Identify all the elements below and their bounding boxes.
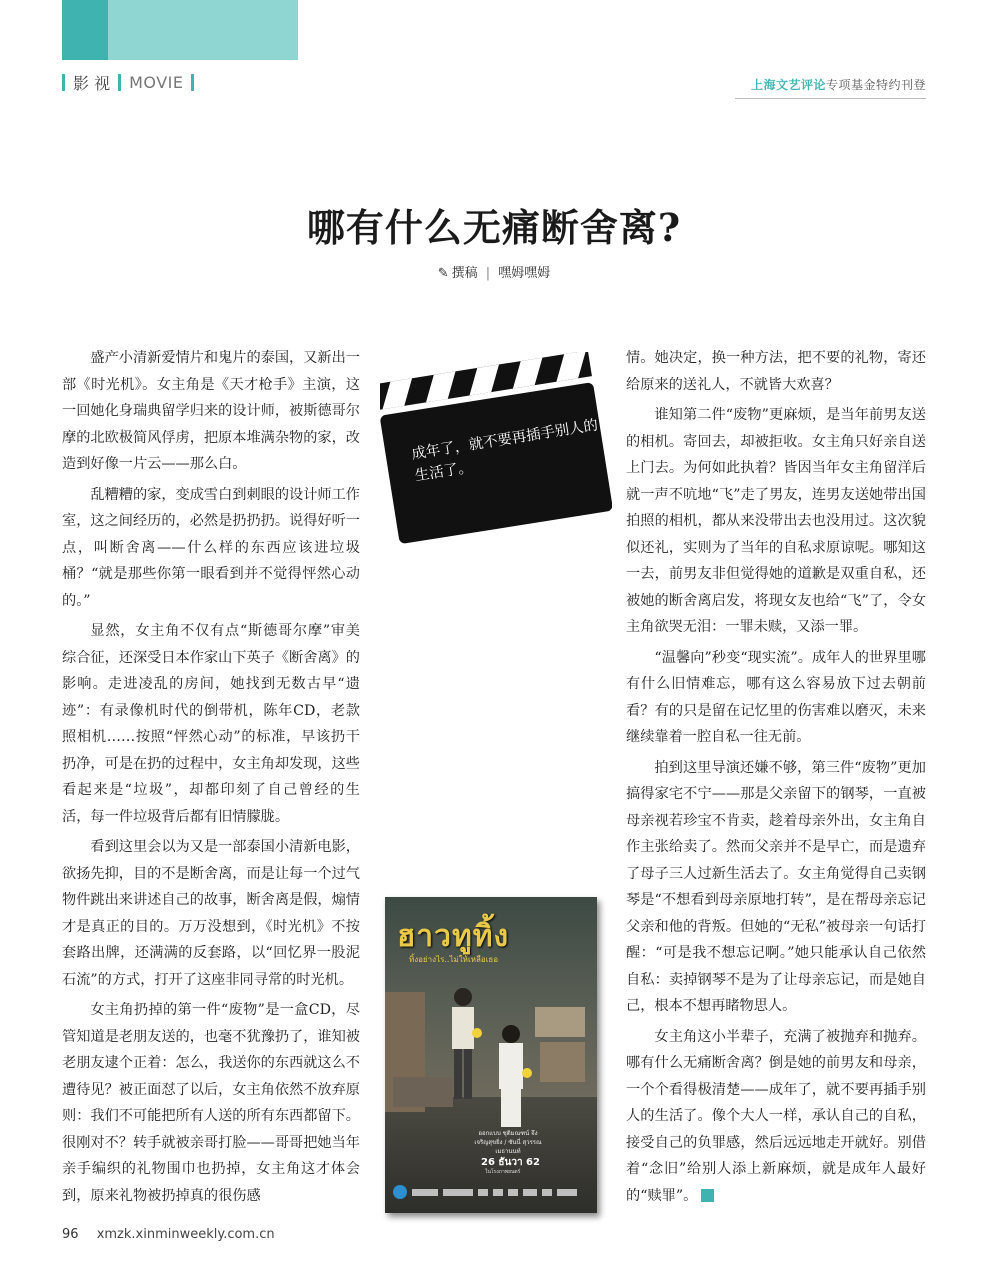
poster-date: 26 ธันวา 62	[481, 1157, 540, 1168]
divider	[191, 74, 194, 91]
sponsor-brand: 上海文艺评论	[750, 78, 826, 92]
sponsor-logo-icon	[412, 1189, 438, 1196]
movie-poster	[385, 897, 597, 1213]
section-cn: 影 视	[73, 74, 111, 93]
paragraph: “温馨向”秒变“现实流”。成年人的世界里哪有什么旧情难忘，哪有这么容易放下过去朝前看？有的只是留在记忆里的伤害难以磨灭，未来继续靠着一腔自私一往无前。	[626, 649, 926, 745]
poster-subtitle: ทิ้งอย่างไร..ไม่ให้เหลือเธอ	[409, 955, 499, 964]
poster-credit: ออกแบบ ชุติมณฑน์ จึงเจริญสุขยิ่ง / ซันนี่ สุวรรณเมธานนท์	[474, 1130, 542, 1155]
poster-title: ฮาวทูทิ้ง	[397, 919, 510, 954]
paragraph: 乱糟糟的家，变成雪白到刺眼的设计师工作室，这之间经历的，必然是扔扔扔。说得好听一点，叫断舍离——什么样的东西应该进垃圾桶？“就是那些你第一眼看到并不觉得怦然心动的。”	[62, 486, 360, 609]
paragraph-last	[626, 1024, 926, 1210]
sponsor-logo-icon	[443, 1189, 473, 1196]
sponsor-logo-icon	[523, 1189, 537, 1196]
pull-quote: 成年了，就不要再插手别人的生活了。	[410, 417, 600, 485]
studio-logo-icon	[393, 1185, 407, 1199]
paragraph: 女主角扔掉的第一件“废物”是一盒CD，尽管知道是老朋友送的，也毫不犹豫扔了，谁知被老朋友逮个正着：怎么，我送你的东西就这么不遭待见？被正面怼了以后，女主角依然不放弃原则：我们不可能把所有人送的所有东西都留下。很刚对不？转手就被亲哥打脸——哥哥把她当年亲手编织的礼物围巾也扔掉，女主角这才体会到，原来礼物被扔掉真的很伤感	[62, 1002, 360, 1204]
byline: ✎ 撰稿 | 嘿姆嘿姆	[437, 266, 551, 281]
poster-date-sub: ในโรงภาพยนตร์	[485, 1169, 521, 1175]
byline-label: 撰稿	[451, 266, 478, 281]
poster-figure-man	[443, 985, 483, 1105]
sponsor-logo-icon	[557, 1189, 577, 1196]
sponsor-text: 专项基金特约刊登	[825, 78, 926, 92]
column-left	[62, 345, 360, 1213]
author: 嘿姆嘿姆	[498, 266, 551, 281]
end-mark-icon: 风	[701, 1189, 714, 1202]
sponsor-logo-icon	[493, 1189, 503, 1196]
poster-logo-row	[393, 1185, 589, 1199]
section-label	[62, 71, 202, 94]
paragraph: 拍到这里导演还嫌不够，第三件“废物”更加搞得家宅不宁——那是父亲留下的钢琴，一直被母亲视若珍宝不肯卖，趁着母亲外出，女主角自作主张给卖了。然而父亲并不是早亡，而是遗弃了母子三人过新生活去了。女主角觉得自己卖钢琴是“不想看到母亲原地打转”，是在帮母亲忘记父亲和他的背叛。但她的“无私”被母亲一句话打醒：“可是我不想忘记啊。”她只能承认自己依然自私：卖掉钢琴不是为了让母亲忘记，而是她自己，根本不想再睹物思人。	[626, 759, 926, 1014]
article-title: 哪有什么无痛断舍离?	[306, 205, 682, 250]
divider	[118, 74, 121, 91]
divider	[62, 74, 65, 91]
sponsor-logo-icon	[478, 1189, 488, 1196]
sponsor-underline	[735, 98, 926, 99]
header-accent-block	[62, 0, 108, 60]
sponsor-line	[751, 76, 926, 93]
poster-box	[535, 1007, 585, 1037]
page-footer	[62, 1227, 275, 1242]
pen-icon: ✎	[437, 266, 449, 281]
site-url: xmzk.xinminweekly.com.cn	[96, 1227, 275, 1242]
sponsor-logo-icon	[542, 1189, 552, 1196]
paragraph-text: 女主角这小半辈子，充满了被抛弃和抛弃。哪有什么无痛断舍离？倒是她的前男友和母亲，一个个看得极清楚——成年了，就不要再插手别人的生活了。像个大人一样，承认自己的自私，接受自己的负罪感，然后远远地走开就好。别借着“念旧”给别人添上新麻烦，就是成年人最好的“赎罪”。	[626, 1028, 926, 1204]
column-right	[626, 345, 926, 1213]
section-en: MOVIE	[129, 73, 184, 92]
poster-figure-woman	[489, 1023, 533, 1133]
paragraph: 显然，女主角不仅有点“斯德哥尔摩”审美综合征，还深受日本作家山下英子《断舍离》的影响。走进凌乱的房间，她找到无数古早“遗迹”：有录像机时代的倒带机，陈年CD，老款照相机……按照“怦然心动”的标准，早该扔干扔净，可是在扔的过程中，女主角却发现，这些看起来是“垃圾”，却都印刻了自己曾经的生活，每一件垃圾背后都有旧情朦胧。	[62, 623, 360, 825]
page-number: 96	[62, 1227, 79, 1242]
paragraph: 看到这里会以为又是一部泰国小清新电影，欲扬先抑，目的不是断舍离，而是让每一个过气物件跳出来讲述自己的故事，断舍离是假，煽情才是真正的目的。万万没想到，《时光机》不按套路出牌，还满满的反套路，以“回忆界一股泥石流”的方式，打开了这座非同寻常的时光机。	[62, 839, 360, 988]
paragraph: 情。她决定，换一种方法，把不要的礼物，寄还给原来的送礼人，不就皆大欢喜？	[626, 350, 926, 393]
poster-box	[540, 1042, 585, 1082]
sponsor-logo-icon	[508, 1189, 518, 1196]
paragraph: 盛产小清新爱情片和鬼片的泰国，又新出一部《时光机》。女主角是《天才枪手》主演，这一回她化身瑞典留学归来的设计师，被斯德哥尔摩的北欧极简风俘虏，把原本堆满杂物的家，改造到好像一片云——那么白。	[62, 350, 360, 472]
paragraph: 谁知第二件“废物”更麻烦，是当年前男友送的相机。寄回去，却被拒收。女主角只好亲自送上门去。为何如此执着？皆因当年女主角留洋后就一声不吭地“飞”走了男友，连男友送她带出国拍照的相机，都从来没带出去也没用过。这次貌似还礼，实则为了当年的自私求原谅呢。哪知这一去，前男友非但觉得她的道歉是双重自私，还被她的断舍离启发，将现女友也给“飞”了，令女主角欲哭无泪：一罪未赎，又添一罪。	[626, 407, 926, 635]
header-light-block	[108, 0, 298, 60]
